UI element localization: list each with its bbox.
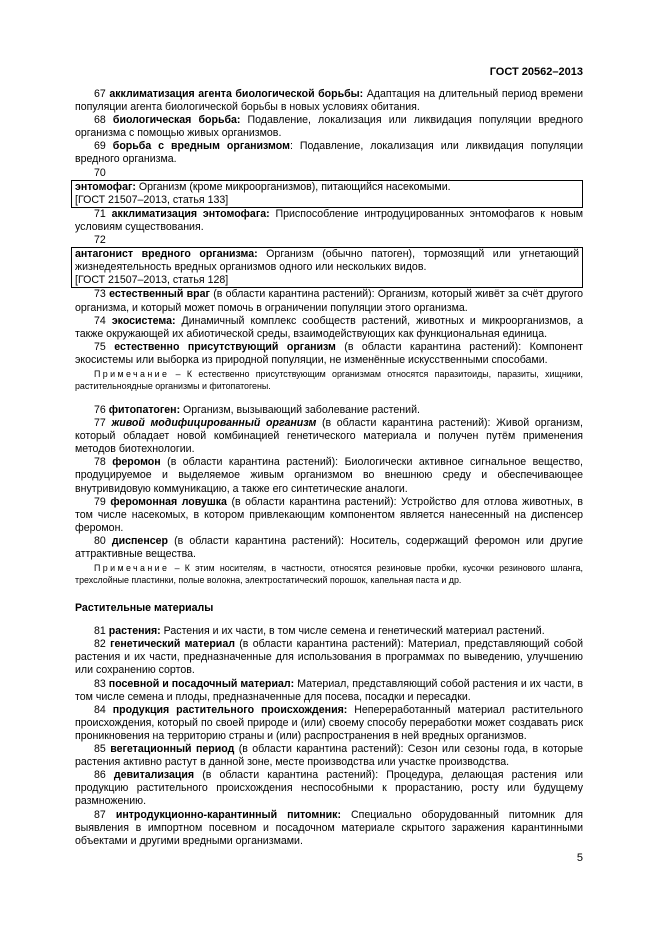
term-name: диспенсер <box>111 534 168 547</box>
entry-number-72: 72 <box>94 234 106 247</box>
term-name: акклиматизация энтомофага: <box>111 207 270 220</box>
term-definition: Организм (обычно патоген), тормозящий или угнетающий жизнедеятельность вредных организмов одного или нескольких видов. <box>75 248 580 274</box>
note-text: – К естественно присутствующим организмам относятся паразитоиды, паразиты, хищники, растительноядные организмы и фитопатогены. <box>75 368 583 391</box>
term-entry-86 <box>75 769 583 808</box>
term-name: феромонная ловушка <box>110 495 227 508</box>
term-definition: (в области карантина растений): Организм, который живёт за счёт другого организма, и который может помочь в ограничении популяции этого организма. <box>75 288 583 314</box>
source-reference: [ГОСТ 21507–2013, статья 128] <box>75 274 229 287</box>
term-definition: : Подавление, локализация или ликвидация популяции вредного организма. <box>75 140 584 166</box>
entry-number: 74 <box>94 314 106 327</box>
entry-number: 78 <box>94 456 106 469</box>
term-definition: (в области карантина растений): Живой организм, который обладает новой комбинацией генетического материала и получен путём применения методов биотехнологии. <box>75 417 583 456</box>
entry-number: 76 <box>94 403 106 416</box>
term-definition: Подавление, локализация или ликвидация популяции вредного организма с помощью живых организмов. <box>75 114 583 140</box>
term-entry-78 <box>75 456 583 495</box>
term-name: естественно присутствующий организм <box>114 340 336 353</box>
term-definition: (в области карантина растений): Носитель, содержащий феромон или другие аттрактивные вещества. <box>75 534 583 560</box>
term-name: борьба с вредным организмом <box>112 140 290 153</box>
note-75 <box>75 368 583 392</box>
spacer <box>75 615 583 625</box>
term-definition: Растения и их части, в том числе семена и генетический материал растений. <box>160 625 545 638</box>
entry-number: 86 <box>94 769 106 782</box>
term-entry-75 <box>75 341 583 367</box>
entry-number: 81 <box>94 625 106 638</box>
entry-number: 68 <box>94 114 106 127</box>
entry-number: 69 <box>94 140 106 153</box>
reference-box-72 <box>71 247 583 288</box>
term-definition: Адаптация на длительный период времени популяции агента биологической борьбы в новых условиях обитания. <box>75 88 583 114</box>
term-entry-87 <box>75 809 583 848</box>
term-name: экосистема: <box>111 314 176 327</box>
term-name: биологическая борьба: <box>112 114 241 127</box>
term-entry-69 <box>75 140 583 166</box>
term-definition: Организм, вызывающий заболевание растений. <box>180 403 420 416</box>
term-entry-85 <box>75 743 583 769</box>
term-name: посевной и посадочный материал: <box>108 677 295 690</box>
term-entry-77 <box>75 417 583 456</box>
term-entry-80 <box>75 535 583 561</box>
entry-number: 85 <box>94 743 106 756</box>
entry-number: 77 <box>94 417 106 430</box>
term-definition: Непереработанный материал растительного происхождения, который по своей природе и (или) своему способу переработки может создавать риск проникновения на территорию страны и (или) распространения в ней вредных организмов. <box>75 703 583 742</box>
term-entry-79 <box>75 496 583 535</box>
entry-number: 73 <box>94 288 106 301</box>
term-definition: Динамичный комплекс сообществ растений, животных и микроорганизмов, а также окружающей их абиотической среды, взаимодействующих как функциональная единица. <box>75 314 584 340</box>
spacer <box>75 392 583 404</box>
document-body <box>75 88 583 848</box>
term-entry-73 <box>75 288 583 314</box>
term-definition: (в области карантина растений): Материал, представляющий собой растения и их части, предназначенные для использования в программах по выведению, улучшению или сохранению сортов. <box>75 638 583 677</box>
term-name: генетический материал <box>110 638 235 651</box>
spacer <box>75 586 583 596</box>
entry-number: 71 <box>94 207 106 220</box>
term-entry-84 <box>75 704 583 743</box>
term-definition: (в области карантина растений): Компонент экосистемы или выборка из природной популяции, не изменённые искусственными способами. <box>75 340 583 366</box>
entry-number: 67 <box>94 88 106 100</box>
term-name: акклиматизация агента биологической борьбы: <box>109 88 364 100</box>
term-entry-71 <box>75 208 583 234</box>
term-name: девитализация <box>113 769 195 782</box>
term-name: продукция растительного происхождения: <box>112 703 348 716</box>
term-name: феромон <box>112 456 161 469</box>
term-entry-67 <box>75 88 583 114</box>
term-entry-68 <box>75 114 583 140</box>
term-entry-70 <box>75 181 579 194</box>
source-reference: [ГОСТ 21507–2013, статья 133] <box>75 193 229 206</box>
term-entry-81 <box>75 625 583 638</box>
reference-box-70 <box>71 180 583 208</box>
entry-number: 87 <box>94 808 106 821</box>
note-text: – К этим носителям, в частности, относятся резиновые пробки, кусочки резинового шланга, трехслойные пластинки, полые волокна, электростатический порошок, капельная паста и др. <box>75 563 583 586</box>
term-name: интродукционно-карантинный питомник: <box>115 808 341 821</box>
note-80 <box>75 562 583 586</box>
standard-header: ГОСТ 20562–2013 <box>489 66 583 78</box>
term-entry-74 <box>75 315 583 341</box>
term-name: растения: <box>108 625 161 638</box>
section-heading: Растительные материалы <box>75 602 214 615</box>
term-name: фитопатоген: <box>108 403 181 416</box>
term-entry-76 <box>75 404 583 417</box>
entry-number: 83 <box>94 677 106 690</box>
term-entry-72 <box>75 248 579 274</box>
note-label: Примечание <box>94 563 170 574</box>
term-definition: (в области карантина растений): Процедура, делающая растения или продукцию растительного происхождения неспособными к прорастанию, росту или будущему размножению. <box>75 769 583 808</box>
term-definition: Специально оборудованный питомник для выявления в импортном посевном и посадочном материале скрытого заражения карантинными объектами и другими вредными организмами. <box>75 808 583 847</box>
term-definition: (в области карантина растений): Биологически активное сигнальное вещество, продуцируемое и выделяемое живым организмом во внешнюю среду и обеспечивающее внутривидовую коммуникацию, а также его синтетические аналоги. <box>75 456 583 495</box>
term-definition: (в области карантина растений): Сезон или сезоны года, в которые растения активно растут в данной зоне, месте производства или участке производства. <box>75 743 583 769</box>
entry-number: 80 <box>94 534 106 547</box>
term-name: антагонист вредного организма: <box>75 248 258 261</box>
term-name: вегетационный период <box>110 743 235 756</box>
term-definition: Организм (кроме микроорганизмов), питающийся насекомыми. <box>135 180 451 193</box>
term-name: живой модифицированный организм <box>111 417 317 430</box>
term-definition: Материал, представляющий собой растения и их части, в том числе семена и плоды, предназначенные для посева, посадки и пересадки. <box>75 677 583 703</box>
term-name: естественный враг <box>109 288 210 301</box>
entry-number: 82 <box>94 638 106 651</box>
page-number: 5 <box>576 852 583 864</box>
term-entry-82 <box>75 638 583 677</box>
entry-number: 79 <box>94 495 106 508</box>
note-label: Примечание <box>94 368 170 379</box>
entry-number: 75 <box>94 340 106 353</box>
term-entry-83 <box>75 678 583 704</box>
term-definition: Приспособление интродуцированных энтомофагов к новым условиям существования. <box>75 207 583 233</box>
entry-number-70: 70 <box>94 166 106 179</box>
entry-number: 84 <box>94 703 106 716</box>
term-definition: (в области карантина растений): Устройство для отлова животных, в том числе насекомых, в котором привлекающим компонентом является нанесенный на диспенсер феромон. <box>75 495 583 534</box>
term-name: энтомофаг: <box>75 180 136 193</box>
